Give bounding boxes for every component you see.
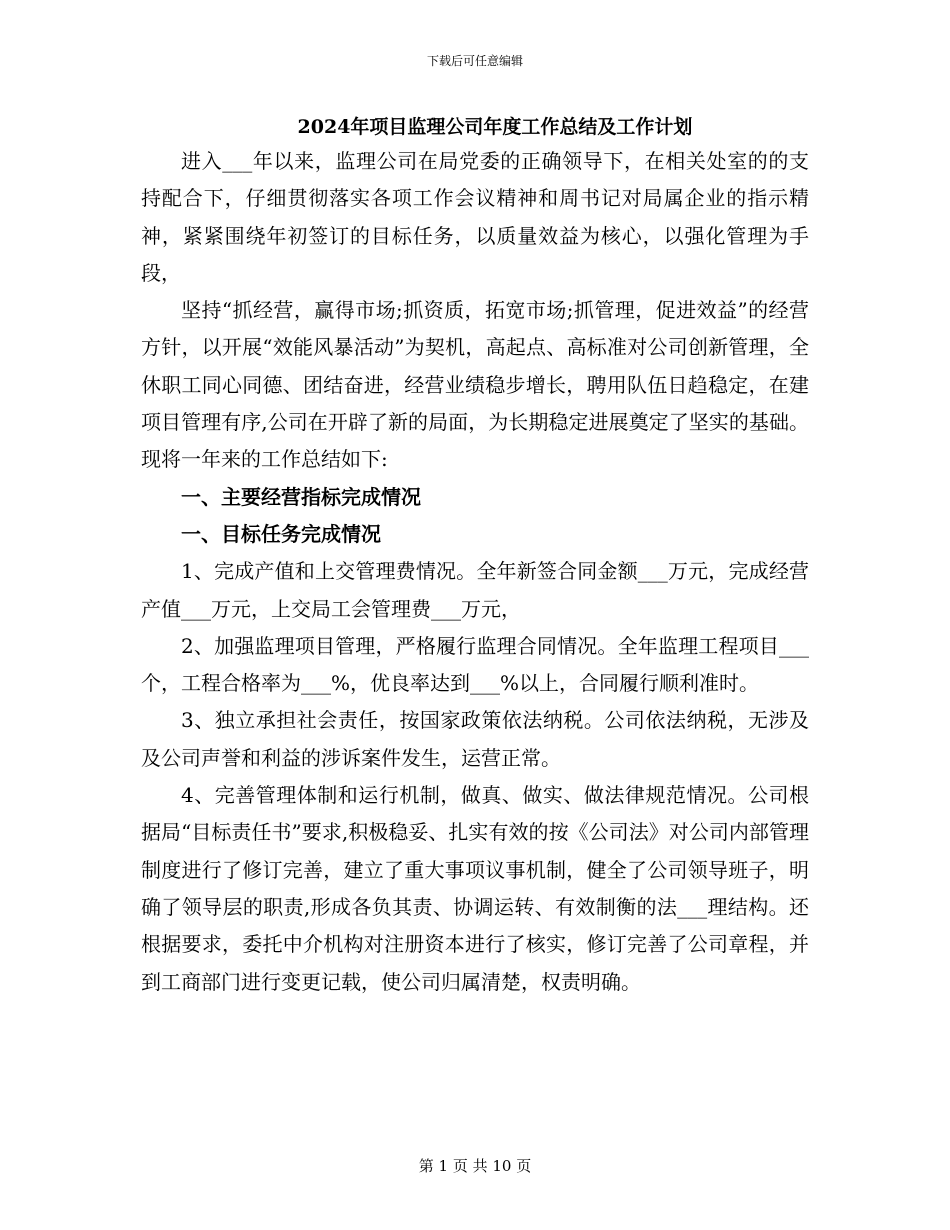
item-3-paragraph: 3、独立承担社会责任，按国家政策依法纳税。公司依法纳税，无涉及及公司声誉和利益的涉诉案件发生，运营正常。 bbox=[141, 708, 809, 770]
document-body bbox=[141, 143, 809, 1001]
header-note: 下载后可任意编辑 bbox=[426, 54, 523, 68]
item-4-paragraph: 4、完善管理体制和运行机制，做真、做实、做法律规范情况。公司根据局“目标责任书”要求,积极稳妥、扎实有效的按《公司法》对公司内部管理制度进行了修订完善，建立了重大事项议事机制，健全了公司领导班子，明确了领导层的职责,形成各负其责、协调运转、有效制衡的法___理结构。还根据要求，委托中介机构对注册资本进行了核实，修订完善了公司章程，并到工商部门进行变更记载，使公司归属清楚，权责明确。 bbox=[141, 783, 809, 994]
document-title: 2024年项目监理公司年度工作总结及工作计划 bbox=[297, 116, 693, 138]
section-heading-1: 一、主要经营指标完成情况 bbox=[181, 484, 421, 509]
section-heading-2: 一、目标任务完成情况 bbox=[181, 521, 381, 546]
policy-paragraph: 坚持“抓经营，赢得市场;抓资质，拓宽市场;抓管理，促进效益”的经营方针，以开展“效能风暴活动”为契机，高起点、高标准对公司创新管理，全休职工同心同德、团结奋进，经营业绩稳步增长，聘用队伍日趋稳定，在建项目管理有序,公司在开辟了新的局面，为长期稳定进展奠定了坚实的基础。现将一年来的工作总结如下: bbox=[141, 298, 809, 472]
item-1-paragraph: 1、完成产值和上交管理费情况。全年新签合同金额___万元，完成经营产值___万元，上交局工会管理费___万元， bbox=[141, 559, 809, 621]
page-number-footer: 第 1 页 共 10 页 bbox=[418, 1157, 532, 1175]
item-2-paragraph: 2、加强监理项目管理，严格履行监理合同情况。全年监理工程项目___个，工程合格率为___%，优良率达到___%以上，合同履行顺利准时。 bbox=[141, 633, 809, 696]
intro-paragraph: 进入___年以来，监理公司在局党委的正确领导下，在相关处室的的支持配合下，仔细贯彻落实各项工作会议精神和周书记对局属企业的指示精神，紧紧围绕年初签订的目标任务，以质量效益为核心，以强化管理为手段， bbox=[141, 149, 809, 285]
